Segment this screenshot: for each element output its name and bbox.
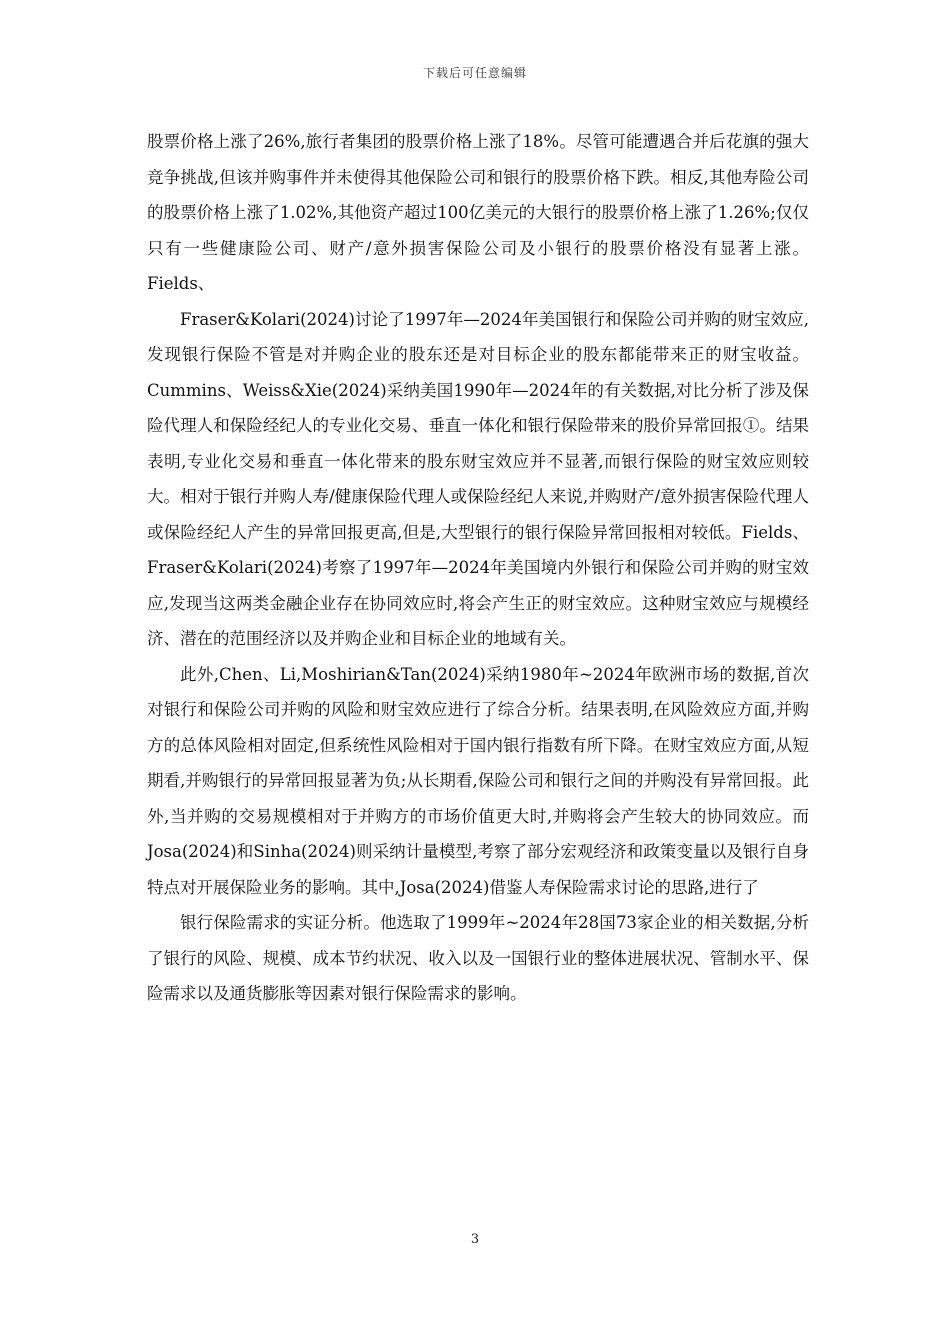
paragraph-1: 股票价格上涨了26%,旅行者集团的股票价格上涨了18%。尽管可能遭遇合并后花旗的强大竞争挑战,但该并购事件并未使得其他保险公司和银行的股票价格下跌。相反,其他寿险公司的股票价格上涨了1.02%,其他资产超过100亿美元的大银行的股票价格上涨了1.26%;仅仅只有一些健康险公司、财产/意外损害保险公司及小银行的股票价格没有显著上涨。Fields、 [147, 132, 809, 293]
paragraph-2: Fraser&Kolari(2024)讨论了1997年—2024年美国银行和保险公司并购的财宝效应,发现银行保险不管是对并购企业的股东还是对目标企业的股东都能带来正的财宝收益。Cummins、Weiss&Xie(2024)采纳美国1990年—2024年的有关数据,对比分析了涉及保险代理人和保险经纪人的专业化交易、垂直一体化和银行保险带来的股价异常回报①。结果表明,专业化交易和垂直一体化带来的股东财宝效应并不显著,而银行保险的财宝效应则较大。相对于银行并购人寿/健康保险代理人或保险经纪人来说,并购财产/意外损害保险代理人或保险经纪人产生的异常回报更高,但是,大型银行的银行保险异常回报相对较低。Fields、Fraser&Kolari(2024)考察了1997年—2024年美国境内外银行和保险公司并购的财宝效应,发现当这两类金融企业存在协同效应时,将会产生正的财宝效应。这种财宝效应与规模经济、潜在的范围经济以及并购企业和目标企业的地域有关。 [147, 309, 809, 648]
document-body [147, 124, 809, 1012]
page-header-note: 下载后可任意编辑 [422, 66, 527, 80]
paragraph-4: 银行保险需求的实证分析。他选取了1999年~2024年28国73家企业的相关数据,分析了银行的风险、规模、成本节约状况、收入以及一国银行业的整体进展状况、管制水平、保险需求以及通货膨胀等因素对银行保险需求的影响。 [147, 913, 809, 1003]
page-number: 3 [470, 1232, 480, 1247]
paragraph-3: 此外,Chen、Li,Moshirian&Tan(2024)采纳1980年~2024年欧洲市场的数据,首次对银行和保险公司并购的风险和财宝效应进行了综合分析。结果表明,在风险效应方面,并购方的总体风险相对固定,但系统性风险相对于国内银行指数有所下降。在财宝效应方面,从短期看,并购银行的异常回报显著为负;从长期看,保险公司和银行之间的并购没有异常回报。此外,当并购的交易规模相对于并购方的市场价值更大时,并购将会产生较大的协同效应。而Josa(2024)和Sinha(2024)则采纳计量模型,考察了部分宏观经济和政策变量以及银行自身特点对开展保险业务的影响。其中,Josa(2024)借鉴人寿保险需求讨论的思路,进行了 [147, 664, 809, 897]
